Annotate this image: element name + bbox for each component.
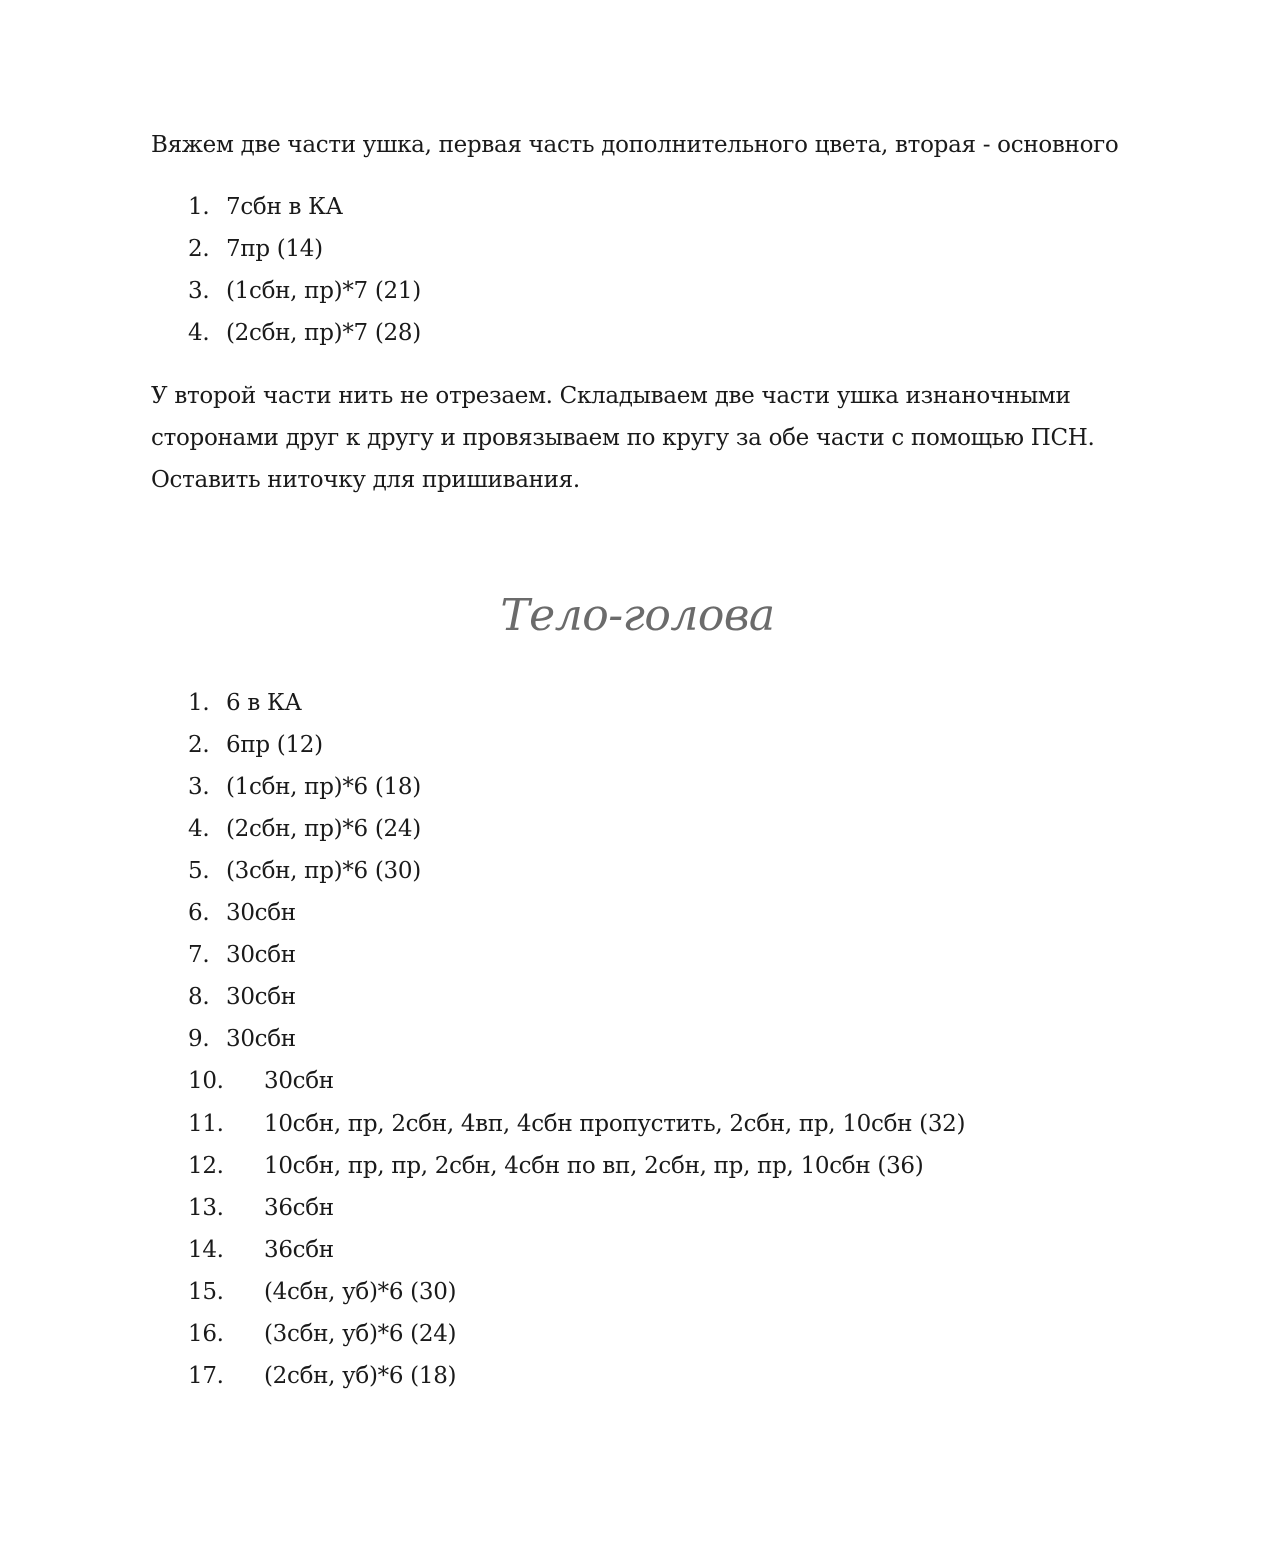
step-text: 10сбн, пр, 2сбн, 4вп, 4сбн пропустить, 2сбн, пр, 10сбн (32) [264, 1111, 966, 1137]
step-number: 6. [188, 900, 210, 926]
intro-paragraph [151, 124, 1118, 166]
step-number: 7. [188, 942, 210, 968]
step-number: 4. [188, 816, 210, 842]
step-text: 30сбн [226, 984, 296, 1010]
step-text: 36сбн [264, 1195, 334, 1221]
step-number: 14. [188, 1237, 224, 1263]
step-text: (1сбн, пр)*7 (21) [226, 278, 421, 304]
step-text: 10сбн, пр, пр, 2сбн, 4сбн по вп, 2сбн, пр, пр, 10сбн (36) [264, 1153, 924, 1179]
step-number: 12. [188, 1153, 224, 1179]
ear-note-paragraph [151, 375, 1095, 501]
step-text: 7сбн в КА [226, 194, 343, 220]
step-number: 4. [188, 320, 210, 346]
step-number: 3. [188, 278, 210, 304]
step-text: (2сбн, пр)*6 (24) [226, 816, 421, 842]
step-text: (1сбн, пр)*6 (18) [226, 774, 421, 800]
step-number: 8. [188, 984, 210, 1010]
step-number: 15. [188, 1279, 224, 1305]
ear-note-line: сторонами друг к другу и провязываем по кругу за обе части с помощью ПСН. [151, 425, 1095, 451]
step-number: 2. [188, 236, 210, 262]
step-text: 7пр (14) [226, 236, 323, 262]
ear-note-line: У второй части нить не отрезаем. Складываем две части ушка изнаночными [151, 383, 1071, 409]
ear-note-line: Оставить ниточку для пришивания. [151, 467, 580, 493]
section-title: Тело-голова [500, 590, 775, 641]
step-text: (2сбн, уб)*6 (18) [264, 1363, 457, 1389]
step-text: 36сбн [264, 1237, 334, 1263]
step-text: (4сбн, уб)*6 (30) [264, 1279, 457, 1305]
step-text: 30сбн [264, 1068, 334, 1094]
step-number: 5. [188, 858, 210, 884]
step-text: (2сбн, пр)*7 (28) [226, 320, 421, 346]
step-number: 1. [188, 194, 210, 220]
step-number: 3. [188, 774, 210, 800]
step-text: 30сбн [226, 1026, 296, 1052]
step-text: (3сбн, пр)*6 (30) [226, 858, 421, 884]
step-number: 13. [188, 1195, 224, 1221]
step-number: 16. [188, 1321, 224, 1347]
step-text: 6пр (12) [226, 732, 323, 758]
step-number: 10. [188, 1068, 224, 1094]
step-number: 11. [188, 1111, 224, 1137]
step-text: (3сбн, уб)*6 (24) [264, 1321, 457, 1347]
step-number: 17. [188, 1363, 224, 1389]
step-text: 30сбн [226, 942, 296, 968]
step-number: 2. [188, 732, 210, 758]
step-text: 30сбн [226, 900, 296, 926]
intro-text: Вяжем две части ушка, первая часть дополнительного цвета, вторая - основного [151, 132, 1119, 158]
step-number: 1. [188, 690, 210, 716]
step-text: 6 в КА [226, 690, 302, 716]
step-number: 9. [188, 1026, 210, 1052]
